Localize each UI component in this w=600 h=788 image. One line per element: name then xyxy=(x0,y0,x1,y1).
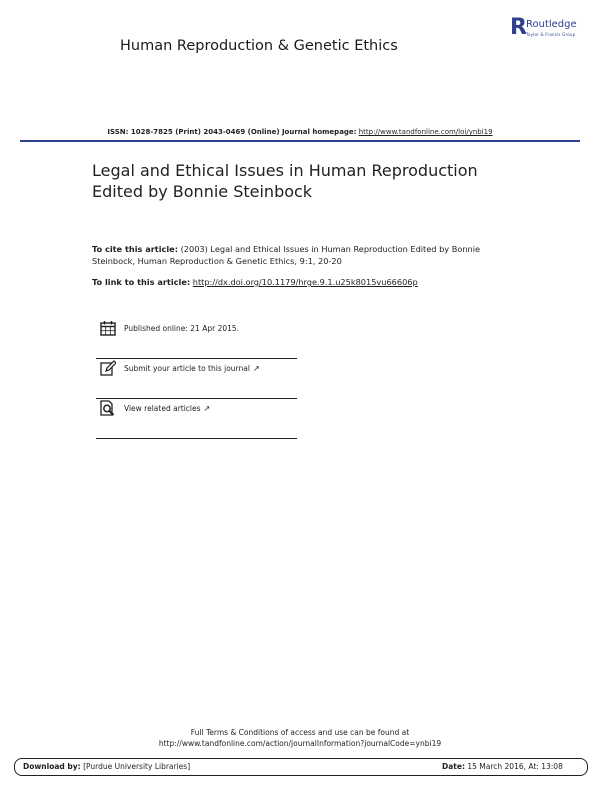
citation-label: To cite this article: xyxy=(92,244,178,254)
article-link xyxy=(92,276,522,288)
issn-prefix: ISSN: 1028-7825 (Print) 2043-0469 (Online) Journal homepage: xyxy=(107,128,357,136)
related-articles-link[interactable] xyxy=(124,404,210,413)
terms-footer xyxy=(0,727,600,749)
related-label: View related articles xyxy=(124,404,201,413)
related-row[interactable] xyxy=(96,398,297,439)
article-title xyxy=(92,160,532,202)
article-title-line2: Edited by Bonnie Steinbock xyxy=(92,182,313,201)
footer-terms-link[interactable]: http://www.tandfonline.com/action/journalInformation?journalCode=ynbi19 xyxy=(158,739,442,748)
header-divider xyxy=(20,140,580,142)
download-info-box xyxy=(14,758,588,776)
logo-name: Routledge xyxy=(526,19,577,30)
download-by-label: Download by: xyxy=(23,762,81,771)
search-document-icon xyxy=(100,400,116,416)
submit-row[interactable] xyxy=(96,358,297,399)
pencil-icon xyxy=(100,360,116,376)
article-title-line1: Legal and Ethical Issues in Human Reproduction xyxy=(92,161,478,180)
download-by-value: [Purdue University Libraries] xyxy=(83,762,191,771)
logo-mark: R xyxy=(510,15,527,40)
external-link-icon: ↗ xyxy=(203,404,211,413)
published-date: Published online: 21 Apr 2015. xyxy=(124,324,240,333)
download-by xyxy=(23,762,190,771)
submit-article-link[interactable] xyxy=(124,364,260,373)
footer-line1: Full Terms & Conditions of access and use can be found at xyxy=(190,728,410,737)
link-label: To link to this article: xyxy=(92,277,191,287)
citation xyxy=(92,243,522,267)
download-date-value: 15 March 2016, At: 13:08 xyxy=(467,762,563,771)
published-row xyxy=(96,318,297,359)
journal-homepage-link[interactable]: http://www.tandfonline.com/loi/ynbi19 xyxy=(358,128,493,136)
download-date xyxy=(442,762,563,771)
journal-title: Human Reproduction & Genetic Ethics xyxy=(120,38,398,54)
calendar-icon xyxy=(100,320,116,336)
citation-text: (2003) Legal and Ethical Issues in Human Reproduction Edited by Bonnie Steinbock, Human Reproduction & Genetic Ethics, 9:1, 20-20 xyxy=(92,244,481,266)
external-link-icon: ↗ xyxy=(252,364,260,373)
download-date-label: Date: xyxy=(442,762,465,771)
doi-link[interactable]: http://dx.doi.org/10.1179/hrge.9.1.u25k8015vu66606p xyxy=(192,277,418,287)
submit-label: Submit your article to this journal xyxy=(124,364,250,373)
routledge-logo xyxy=(510,17,590,47)
issn-line xyxy=(0,128,600,136)
logo-subtitle: Taylor & Francis Group xyxy=(526,32,576,37)
